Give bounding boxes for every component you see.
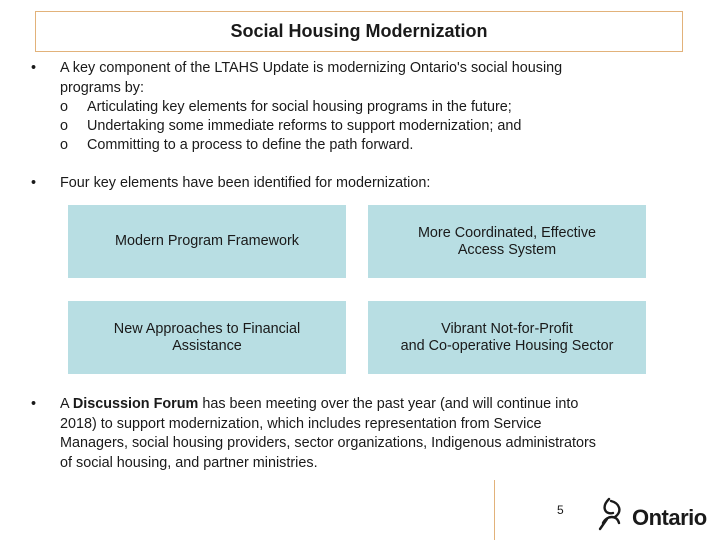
bullet-text-line: A Discussion Forum has been meeting over the past year (and will continue into	[60, 396, 579, 412]
logo-wordmark: Ontario	[632, 505, 707, 530]
element-label: Assistance	[172, 337, 242, 354]
footer-divider	[494, 480, 495, 540]
bullet-text-line: of social housing, and partner ministries.	[60, 454, 318, 471]
discussion-forum-emphasis: Discussion Forum	[72, 396, 199, 412]
page-number: 5	[557, 503, 564, 517]
element-box-access-system	[368, 205, 646, 278]
sub-marker: o	[60, 137, 69, 153]
bullet-text-line: 2018) to support modernization, which includes representation from Service	[60, 415, 542, 432]
bullet-text-line: A key component of the LTAHS Update is modernizing Ontario's social housing	[60, 60, 563, 76]
element-box-housing-sector	[368, 301, 646, 374]
sub-marker: o	[60, 118, 69, 134]
element-label: More Coordinated, Effective	[417, 224, 597, 241]
bullet-text-line: Four key elements have been identified for modernization:	[60, 175, 431, 191]
element-label: Modern Program Framework	[115, 233, 299, 249]
sub-item-text: Articulating key elements for social housing programs in the future;	[87, 99, 512, 115]
element-box-financial-assistance	[68, 301, 346, 374]
element-label: New Approaches to Financial	[113, 320, 301, 337]
bullet-marker: •	[31, 396, 37, 412]
sub-item-text: Undertaking some immediate reforms to support modernization; and	[87, 118, 522, 134]
element-label: Vibrant Not-for-Profit	[441, 320, 573, 337]
element-box-program-framework	[68, 205, 346, 278]
bullet-marker: •	[31, 60, 37, 76]
bullet-text-line: programs by:	[60, 79, 144, 96]
bullet-text-line: Managers, social housing providers, sector organizations, Indigenous administrators	[60, 435, 596, 451]
sub-item-text: Committing to a process to define the path forward.	[87, 137, 414, 153]
title-box	[35, 11, 683, 52]
bullet-marker: •	[31, 175, 37, 191]
page-title: Social Housing Modernization	[230, 21, 488, 41]
element-label: Access System	[457, 241, 557, 258]
element-label: and Co-operative Housing Sector	[400, 337, 614, 354]
sub-marker: o	[60, 99, 69, 115]
